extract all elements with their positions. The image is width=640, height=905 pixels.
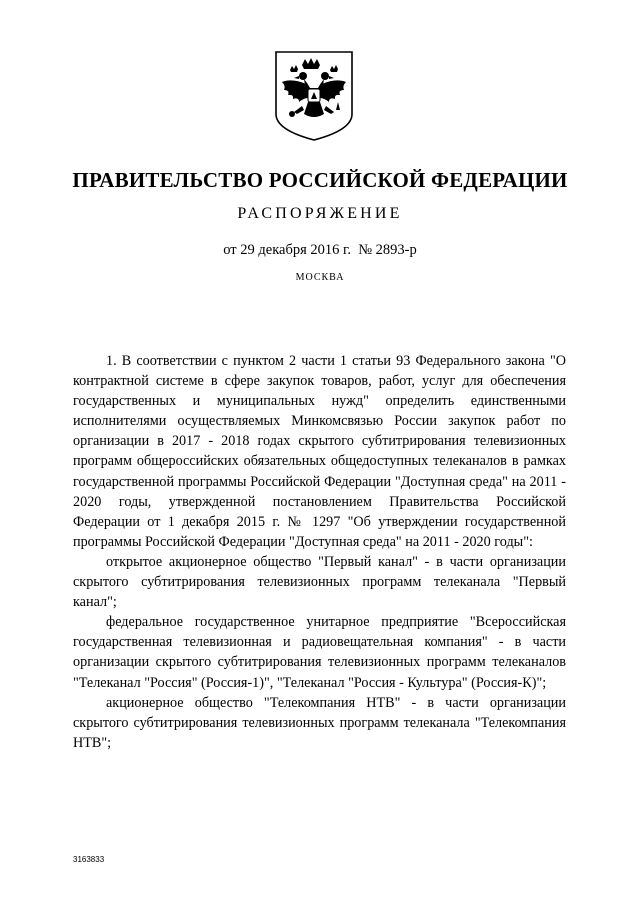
document-body xyxy=(73,351,566,753)
document-date-number: от 29 декабря 2016 г. № 2893-р xyxy=(223,242,417,258)
page-code: 3163833 xyxy=(73,855,105,864)
paragraph-2: открытое акционерное общество "Первый канал" - в части организации скрытого субтитрирования телевизионных программ телеканала "Первый канал"; xyxy=(73,553,566,611)
document-city: МОСКВА xyxy=(295,272,345,283)
document-type: РАСПОРЯЖЕНИЕ xyxy=(237,205,403,222)
paragraph-4: акционерное общество "Телекомпания НТВ" - в части организации скрытого субтитрирования телевизионных программ телеканала "Телекомпания НТВ"; xyxy=(73,694,566,751)
government-title: ПРАВИТЕЛЬСТВО РОССИЙСКОЙ ФЕДЕРАЦИИ xyxy=(72,168,568,192)
russian-coat-of-arms-icon xyxy=(272,48,356,144)
paragraph-3: федеральное государственное унитарное предприятие "Всероссийская государственная телевизионная и радиовещательная компания" - в части организации скрытого субтитрирования телевизионных программ телеканалов "Телеканал "Россия" (Россия-1)", "Телеканал "Россия - Культура" (Россия-К)"; xyxy=(73,614,566,691)
paragraph-1: 1. В соответствии с пунктом 2 части 1 статьи 93 Федерального закона "О контрактной системе в сфере закупок товаров, работ, услуг для обеспечения государственных и муниципальных нужд" определить единственными исполнителями осуществляемых Минкомсвязью России закупок работ по организации в 2017 - 2018 годах скрытого субтитрирования телевизионных программ общероссийских обязательных общедоступных телеканалов в рамках государственной программы Российской Федерации "Доступная среда" на 2011 - 2020 годы, утвержденной постановлением Правительства Российской Федерации от 1 декабря 2015 г. № 1297 "Об утверждении государственной программы Российской Федерации "Доступная среда" на 2011 - 2020 годы": xyxy=(73,353,566,550)
